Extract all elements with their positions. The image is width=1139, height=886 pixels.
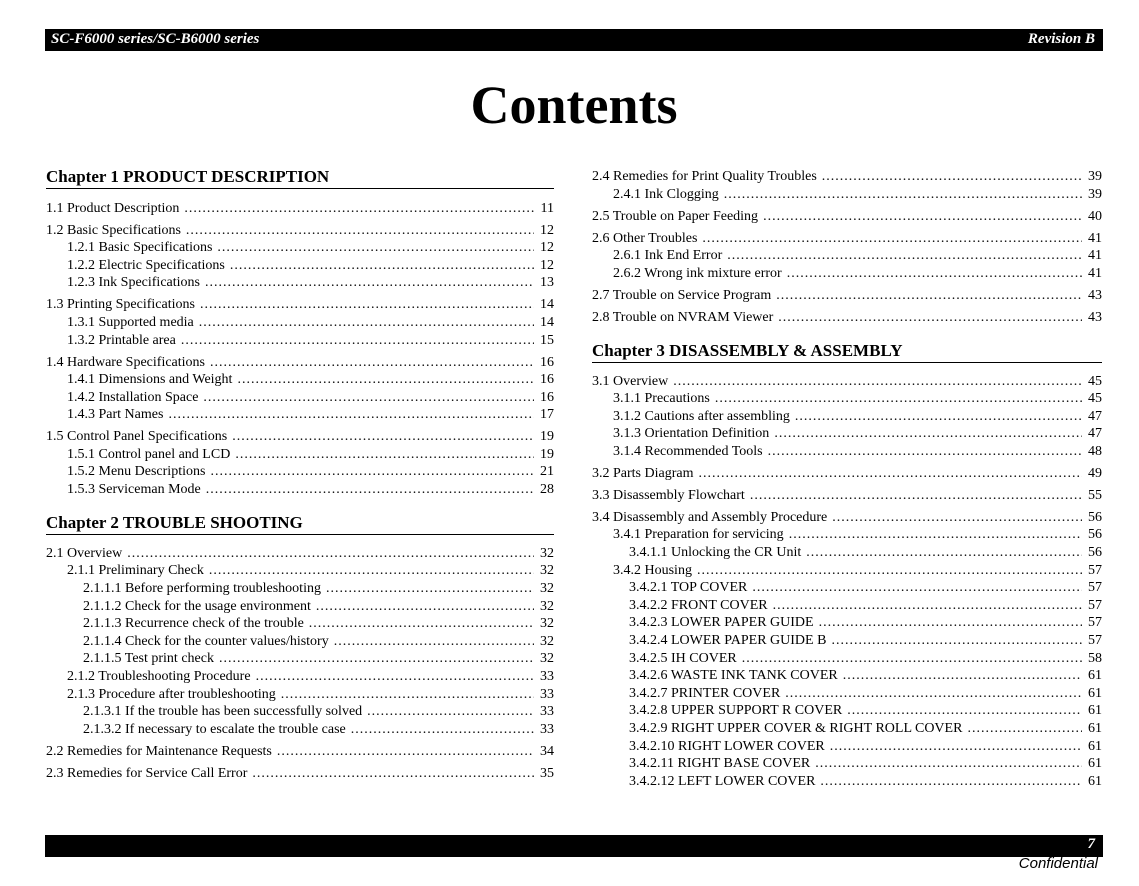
dot-leader (232, 428, 534, 446)
dot-leader (752, 579, 1082, 597)
toc-entry[interactable] (592, 667, 1102, 685)
toc-entry[interactable] (46, 481, 554, 499)
dot-leader (326, 580, 534, 598)
toc-entry-label: 3.4.2.4 LOWER PAPER GUIDE B (629, 633, 827, 648)
page-number: 7 (1087, 836, 1095, 852)
toc-entry-page: 41 (1088, 266, 1102, 281)
toc-entry[interactable] (46, 598, 554, 616)
dot-leader (847, 702, 1082, 720)
toc-entry[interactable] (592, 738, 1102, 756)
toc-entry[interactable] (592, 186, 1102, 204)
toc-entry-label: 3.4.2.5 IH COVER (629, 651, 737, 666)
toc-entry-page: 61 (1088, 686, 1102, 701)
toc-entry-page: 32 (540, 546, 554, 561)
toc-entry-page: 56 (1088, 510, 1102, 525)
toc-entry-label: 1.3 Printing Specifications (46, 297, 195, 312)
toc-entry-page: 61 (1088, 721, 1102, 736)
toc-entry-page: 57 (1088, 633, 1102, 648)
dot-leader (181, 332, 534, 350)
toc-entry[interactable] (592, 443, 1102, 461)
toc-entry[interactable] (592, 579, 1102, 597)
confidential-label: Confidential (1018, 855, 1098, 872)
dot-leader (820, 773, 1082, 791)
dot-leader (200, 296, 534, 314)
toc-entry-label: 2.1.2 Troubleshooting Procedure (67, 669, 251, 684)
toc-entry[interactable] (46, 743, 554, 761)
toc-entry-label: 2.6.1 Ink End Error (613, 248, 723, 263)
toc-entry-label: 3.4.2.1 TOP COVER (629, 580, 748, 595)
toc-entry-page: 33 (540, 669, 554, 684)
toc-entry-label: 1.2.3 Ink Specifications (67, 275, 200, 290)
dot-leader (789, 526, 1082, 544)
toc-entry-label: 1.4.1 Dimensions and Weight (67, 372, 233, 387)
dot-leader (843, 667, 1082, 685)
dot-leader (763, 208, 1082, 226)
dot-leader (822, 168, 1082, 186)
dot-leader (127, 545, 534, 563)
toc-entry-label: 3.4.2.8 UPPER SUPPORT R COVER (629, 703, 843, 718)
toc-entry[interactable] (46, 200, 554, 218)
toc-entry-page: 61 (1088, 703, 1102, 718)
toc-entry-page: 32 (540, 581, 554, 596)
toc-entry-label: 2.5 Trouble on Paper Feeding (592, 209, 759, 224)
toc-entry-page: 15 (540, 333, 554, 348)
toc-entry-page: 41 (1088, 231, 1102, 246)
toc-entry[interactable] (592, 208, 1102, 226)
toc-entry-page: 61 (1088, 739, 1102, 754)
toc-entry-label: 3.4.1 Preparation for servicing (613, 527, 784, 542)
dot-leader (199, 314, 534, 332)
toc-entry-page: 57 (1088, 615, 1102, 630)
toc-entry[interactable] (592, 487, 1102, 505)
toc-entry-label: 1.2 Basic Specifications (46, 223, 181, 238)
toc-entry-page: 17 (540, 407, 554, 422)
dot-leader (795, 408, 1082, 426)
toc-entry-label: 2.8 Trouble on NVRAM Viewer (592, 310, 774, 325)
toc-entry-page: 28 (540, 482, 554, 497)
toc-entry[interactable] (46, 406, 554, 424)
toc-entry[interactable] (46, 239, 554, 257)
toc-entry-page: 12 (540, 258, 554, 273)
toc-entry[interactable] (46, 428, 554, 446)
toc-entry-label: 2.7 Trouble on Service Program (592, 288, 772, 303)
dot-leader (778, 309, 1082, 327)
toc-entry-label: 2.1.1.5 Test print check (83, 651, 214, 666)
dot-leader (186, 222, 534, 240)
toc-entry-page: 49 (1088, 466, 1102, 481)
dot-leader (967, 720, 1082, 738)
toc-entry-page: 56 (1088, 527, 1102, 542)
toc-entry-label: 2.3 Remedies for Service Call Error (46, 766, 248, 781)
toc-entry-page: 19 (540, 429, 554, 444)
toc-entry-page: 14 (540, 315, 554, 330)
dot-leader (184, 200, 534, 218)
dot-leader (206, 481, 534, 499)
toc-entry-page: 16 (540, 355, 554, 370)
toc-entry-label: 2.1.1.4 Check for the counter values/history (83, 634, 329, 649)
toc-entry-page: 32 (540, 563, 554, 578)
toc-entry[interactable] (46, 668, 554, 686)
toc-entry[interactable] (592, 168, 1102, 186)
header-revision: Revision B (1027, 31, 1095, 47)
toc-entry[interactable] (46, 580, 554, 598)
toc-entry-label: 2.2 Remedies for Maintenance Requests (46, 744, 272, 759)
toc-entry-label: 3.3 Disassembly Flowchart (592, 488, 745, 503)
toc-entry-page: 11 (540, 201, 554, 216)
toc-entry-label: 2.1.1.3 Recurrence check of the trouble (83, 616, 304, 631)
toc-entry[interactable] (592, 230, 1102, 248)
toc-entry-page: 61 (1088, 668, 1102, 683)
toc-entry-page: 61 (1088, 756, 1102, 771)
dot-leader (742, 650, 1082, 668)
toc-entry-label: 1.4.3 Part Names (67, 407, 164, 422)
dot-leader (210, 354, 534, 372)
toc-entry[interactable] (592, 632, 1102, 650)
toc-entry-page: 12 (540, 240, 554, 255)
toc-entry-label: 2.1.3 Procedure after troubleshooting (67, 687, 276, 702)
toc-entry-label: 2.1.3.2 If necessary to escalate the trouble case (83, 722, 346, 737)
toc-entry-page: 33 (540, 722, 554, 737)
dot-leader (217, 239, 534, 257)
toc-entry-page: 21 (540, 464, 554, 479)
toc-entry[interactable] (592, 702, 1102, 720)
toc-entry[interactable] (46, 314, 554, 332)
toc-entry-page: 43 (1088, 310, 1102, 325)
toc-entry[interactable] (46, 296, 554, 314)
toc-entry[interactable] (46, 650, 554, 668)
toc-entry-label: 2.4 Remedies for Print Quality Troubles (592, 169, 817, 184)
toc-entry[interactable] (592, 597, 1102, 615)
dot-leader (773, 597, 1082, 615)
toc-entry-label: 3.4.2.9 RIGHT UPPER COVER & RIGHT ROLL COVER (629, 721, 963, 736)
dot-leader (252, 765, 534, 783)
dot-leader (715, 390, 1082, 408)
dot-leader (832, 509, 1082, 527)
dot-leader (367, 703, 534, 721)
toc-entry-label: 3.4.2.11 RIGHT BASE COVER (629, 756, 811, 771)
toc-entry-label: 1.5.1 Control panel and LCD (67, 447, 231, 462)
chapter-heading: Chapter 3 DISASSEMBLY & ASSEMBLY (592, 340, 1102, 363)
toc-entry[interactable] (592, 720, 1102, 738)
toc-entry-label: 2.1.1.1 Before performing troubleshooting (83, 581, 321, 596)
toc-entry-page: 19 (540, 447, 554, 462)
toc-entry[interactable] (46, 721, 554, 739)
toc-entry[interactable] (46, 446, 554, 464)
toc-entry-page: 40 (1088, 209, 1102, 224)
toc-entry-label: 2.1.1 Preliminary Check (67, 563, 204, 578)
toc-entry[interactable] (592, 390, 1102, 408)
footer-bar (45, 835, 1103, 857)
toc-entry-page: 32 (540, 599, 554, 614)
header-model: SC-F6000 series/SC-B6000 series (51, 31, 260, 47)
toc-entry-page: 57 (1088, 598, 1102, 613)
toc-entry-label: 1.3.1 Supported media (67, 315, 194, 330)
dot-leader (209, 562, 534, 580)
dot-leader (724, 186, 1082, 204)
dot-leader (776, 287, 1082, 305)
dot-leader (806, 544, 1082, 562)
dot-leader (309, 615, 534, 633)
toc-entry-label: 1.2.2 Electric Specifications (67, 258, 225, 273)
toc-entry[interactable] (46, 332, 554, 350)
toc-entry[interactable] (46, 257, 554, 275)
toc-entry-label: 3.4 Disassembly and Assembly Procedure (592, 510, 828, 525)
page-title: Contents (470, 75, 678, 135)
toc-entry-page: 13 (540, 275, 554, 290)
toc-entry-page: 33 (540, 687, 554, 702)
toc-entry-page: 39 (1088, 187, 1102, 202)
toc-entry-page: 47 (1088, 426, 1102, 441)
toc-entry-label: 3.4.2 Housing (613, 563, 692, 578)
toc-entry-page: 39 (1088, 169, 1102, 184)
toc-entry[interactable] (592, 773, 1102, 791)
toc-entry-page: 55 (1088, 488, 1102, 503)
dot-leader (277, 743, 534, 761)
toc-entry-page: 35 (540, 766, 554, 781)
toc-entry-label: 2.1.1.2 Check for the usage environment (83, 599, 311, 614)
toc-entry-page: 48 (1088, 444, 1102, 459)
dot-leader (316, 598, 534, 616)
toc-entry-page: 34 (540, 744, 554, 759)
dot-leader (219, 650, 534, 668)
toc-entry-label: 2.1.3.1 If the trouble has been successfully solved (83, 704, 363, 719)
toc-entry-label: 1.5.2 Menu Descriptions (67, 464, 206, 479)
toc-entry-label: 3.4.2.12 LEFT LOWER COVER (629, 774, 816, 789)
dot-leader (334, 633, 534, 651)
toc-entry-label: 3.1 Overview (592, 374, 669, 389)
dot-leader (237, 371, 534, 389)
toc-entry[interactable] (592, 425, 1102, 443)
toc-entry-page: 16 (540, 372, 554, 387)
toc-entry-label: 1.3.2 Printable area (67, 333, 176, 348)
toc-entry[interactable] (46, 371, 554, 389)
toc-entry[interactable] (592, 755, 1102, 773)
toc-entry-page: 14 (540, 297, 554, 312)
toc-entry-page: 56 (1088, 545, 1102, 560)
toc-entry-page: 45 (1088, 374, 1102, 389)
toc-entry-page: 43 (1088, 288, 1102, 303)
dot-leader (702, 230, 1082, 248)
toc-entry[interactable] (592, 465, 1102, 483)
toc-entry[interactable] (592, 408, 1102, 426)
toc-entry[interactable] (592, 265, 1102, 283)
dot-leader (205, 274, 534, 292)
dot-leader (203, 389, 534, 407)
toc-entry[interactable] (592, 685, 1102, 703)
toc-entry-label: 3.4.2.3 LOWER PAPER GUIDE (629, 615, 814, 630)
toc-entry-label: 2.4.1 Ink Clogging (613, 187, 719, 202)
dot-leader (210, 463, 534, 481)
toc-entry[interactable] (46, 274, 554, 292)
toc-entry-page: 45 (1088, 391, 1102, 406)
toc-entry[interactable] (592, 650, 1102, 668)
toc-entry[interactable] (46, 703, 554, 721)
toc-entry-page: 32 (540, 634, 554, 649)
dot-leader (673, 373, 1082, 391)
toc-entry[interactable] (592, 247, 1102, 265)
dot-leader (750, 487, 1082, 505)
toc-entry[interactable] (592, 562, 1102, 580)
toc-entry[interactable] (46, 633, 554, 651)
toc-entry-label: 2.1 Overview (46, 546, 123, 561)
toc-entry[interactable] (46, 222, 554, 240)
toc-entry-page: 32 (540, 651, 554, 666)
toc-entry[interactable] (46, 354, 554, 372)
toc-entry-label: 3.1.3 Orientation Definition (613, 426, 770, 441)
toc-entry-page: 47 (1088, 409, 1102, 424)
toc-entry[interactable] (592, 287, 1102, 305)
toc-entry[interactable] (46, 389, 554, 407)
chapter-heading: Chapter 2 TROUBLE SHOOTING (46, 512, 554, 535)
toc-entry-label: 1.5.3 Serviceman Mode (67, 482, 201, 497)
toc-entry-label: 3.4.2.2 FRONT COVER (629, 598, 768, 613)
toc-entry-label: 1.4 Hardware Specifications (46, 355, 205, 370)
toc-entry-label: 3.1.4 Recommended Tools (613, 444, 763, 459)
toc-entry-page: 32 (540, 616, 554, 631)
toc-entry[interactable] (46, 765, 554, 783)
toc-entry[interactable] (46, 686, 554, 704)
toc-entry[interactable] (46, 562, 554, 580)
dot-leader (830, 738, 1082, 756)
toc-entry-page: 57 (1088, 563, 1102, 578)
chapter-heading: Chapter 1 PRODUCT DESCRIPTION (46, 166, 554, 189)
toc-entry-label: 3.2 Parts Diagram (592, 466, 694, 481)
dot-leader (351, 721, 534, 739)
dot-leader (815, 755, 1082, 773)
toc-entry-label: 1.1 Product Description (46, 201, 180, 216)
toc-entry-label: 1.2.1 Basic Specifications (67, 240, 213, 255)
toc-entry-page: 16 (540, 390, 554, 405)
dot-leader (230, 257, 534, 275)
toc-entry-page: 58 (1088, 651, 1102, 666)
dot-leader (768, 443, 1082, 461)
dot-leader (785, 685, 1082, 703)
toc-entry[interactable] (592, 526, 1102, 544)
toc-entry-label: 3.4.2.10 RIGHT LOWER COVER (629, 739, 825, 754)
toc-entry-label: 3.4.2.6 WASTE INK TANK COVER (629, 668, 838, 683)
dot-leader (787, 265, 1082, 283)
dot-leader (727, 247, 1082, 265)
dot-leader (697, 562, 1082, 580)
toc-entry[interactable] (592, 544, 1102, 562)
toc-entry-label: 3.4.2.7 PRINTER COVER (629, 686, 781, 701)
toc-entry-label: 1.4.2 Installation Space (67, 390, 199, 405)
header-bar (45, 29, 1103, 51)
dot-leader (281, 686, 534, 704)
toc-entry-page: 33 (540, 704, 554, 719)
toc-entry-label: 2.6 Other Troubles (592, 231, 698, 246)
dot-leader (831, 632, 1082, 650)
dot-leader (774, 425, 1082, 443)
dot-leader (698, 465, 1082, 483)
toc-entry-label: 1.5 Control Panel Specifications (46, 429, 228, 444)
toc-entry-label: 2.6.2 Wrong ink mixture error (613, 266, 782, 281)
dot-leader (235, 446, 534, 464)
toc-entry-label: 3.4.1.1 Unlocking the CR Unit (629, 545, 802, 560)
dot-leader (819, 614, 1082, 632)
toc-entry-page: 57 (1088, 580, 1102, 595)
toc-entry-label: 3.1.1 Precautions (613, 391, 710, 406)
toc-entry[interactable] (46, 545, 554, 563)
toc-entry[interactable] (592, 309, 1102, 327)
toc-entry[interactable] (592, 373, 1102, 391)
toc-entry-page: 41 (1088, 248, 1102, 263)
toc-entry-page: 61 (1088, 774, 1102, 789)
toc-entry[interactable] (46, 615, 554, 633)
toc-entry[interactable] (46, 463, 554, 481)
toc-entry[interactable] (592, 509, 1102, 527)
toc-entry[interactable] (592, 614, 1102, 632)
dot-leader (168, 406, 534, 424)
toc-entry-page: 12 (540, 223, 554, 238)
toc-entry-label: 3.1.2 Cautions after assembling (613, 409, 790, 424)
dot-leader (256, 668, 534, 686)
